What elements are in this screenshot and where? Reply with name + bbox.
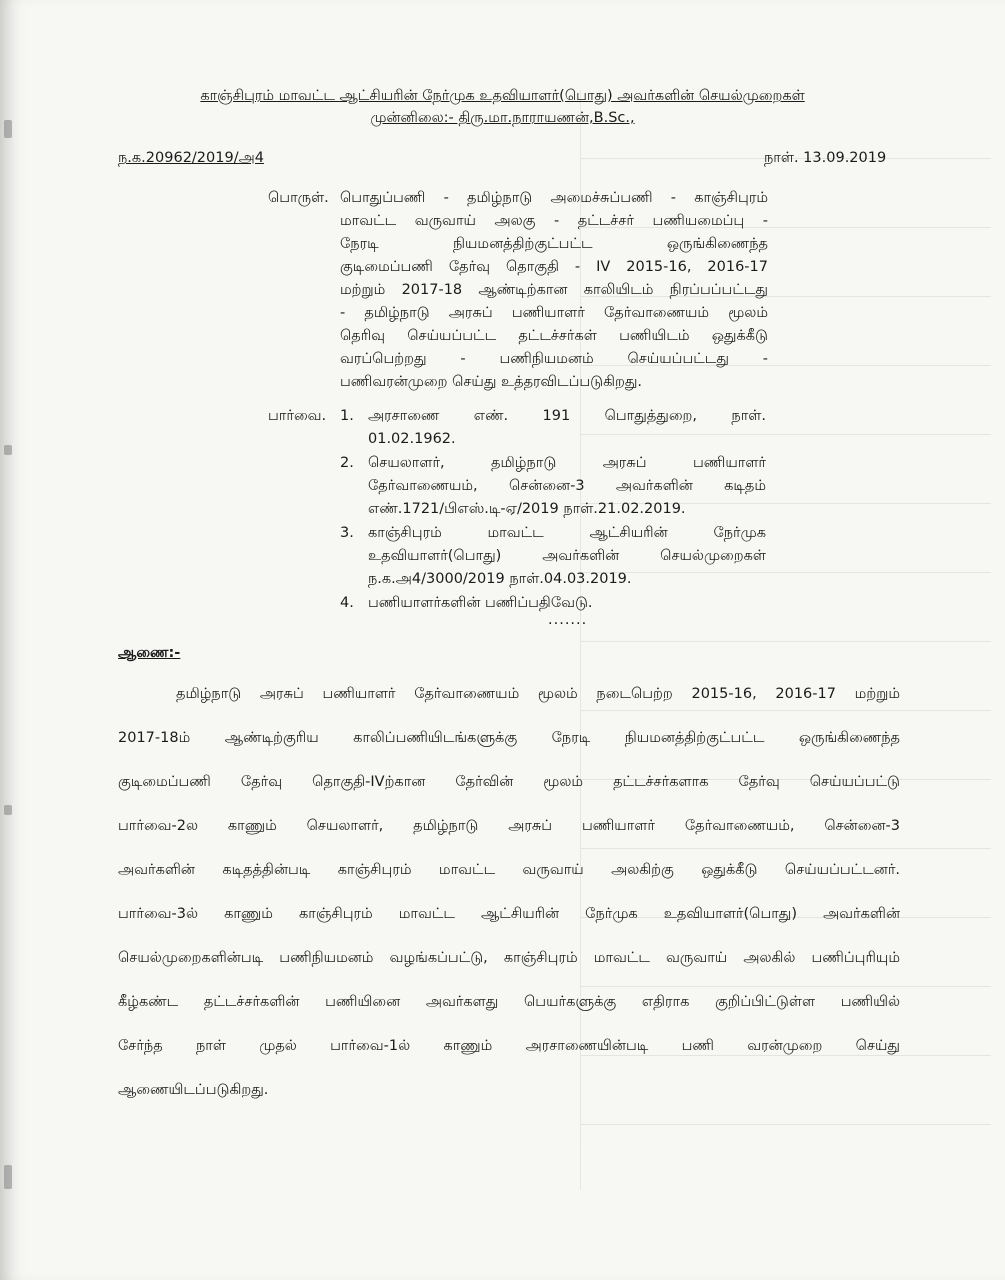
subject-line: வரப்பெற்றது - பணிநியமனம் செய்யப்பட்டது -	[340, 351, 768, 367]
order-line: பார்வை-2ல காணும் செயலாளர், தமிழ்நாடு அரசுப் பணியாளர் தேர்வாணையம், சென்னை-3	[118, 818, 900, 834]
order-line: ஆணையிடப்படுகிறது.	[118, 1082, 269, 1098]
order-line: செயல்முறைகளின்படி பணிநியமனம் வழங்கப்பட்டு, காஞ்சிபுரம் மாவட்ட வருவாய் அலகில் பணிப்புரியும்	[118, 950, 900, 966]
subject-line: பொதுப்பணி - தமிழ்நாடு அமைச்சுப்பணி - காஞ்சிபுரம்	[340, 190, 768, 206]
binding-hole-mark	[4, 805, 12, 815]
reference-line: 01.02.1962.	[368, 431, 456, 447]
binding-hole-mark	[4, 1165, 12, 1189]
reference-line: பணியாளர்களின் பணிப்பதிவேடு.	[368, 595, 593, 611]
subject-line: பணிவரன்முறை செய்து உத்தரவிடப்படுகிறது.	[340, 374, 643, 390]
presiding-officer: முன்னிலை:- திரு.மா.நாராயணன்,B.Sc.,	[370, 110, 635, 126]
reference-line: தேர்வாணையம், சென்னை-3 அவர்களின் கடிதம்	[368, 478, 766, 494]
subject-line: - தமிழ்நாடு அரசுப் பணியாளர் தேர்வாணையம் மூலம்	[340, 305, 768, 321]
subject-line: தெரிவு செய்யப்பட்ட தட்டச்சர்கள் பணியிடம் ஒதுக்கீடு	[340, 328, 768, 344]
order-line: அவர்களின் கடிதத்தின்படி காஞ்சிபுரம் மாவட்ட வருவாய் அலகிற்கு ஒதுக்கீடு செய்யப்பட்டனர்.	[118, 862, 900, 878]
continuation-dots: .......	[548, 612, 588, 628]
reference-line: எண்.1721/பிஎஸ்.டி-ஏ/2019 நாள்.21.02.2019.	[368, 501, 686, 517]
order-line: கீழ்கண்ட தட்டச்சர்களின் பணியினை அவர்களது பெயர்களுக்கு எதிராக குறிப்பிட்டுள்ள பணியில்	[118, 994, 900, 1010]
subject-label: பொருள்.	[268, 190, 329, 206]
reference-line: உதவியாளர்(பொது) அவர்களின் செயல்முறைகள்	[368, 548, 766, 564]
order-line: 2017-18ம் ஆண்டிற்குரிய காலிப்பணியிடங்களுக்கு நேரடி நியமனத்திற்குட்பட்ட ஒருங்கிணைந்த	[118, 730, 900, 746]
subject-line: நேரடி நியமனத்திற்குட்பட்ட ஒருங்கிணைந்த	[340, 236, 768, 252]
order-line: குடிமைப்பணி தேர்வு தொகுதி-IVற்கான தேர்வின் மூலம் தட்டச்சர்களாக தேர்வு செய்யப்பட்டு	[118, 774, 900, 790]
reference-number: ந.க.20962/2019/அ4	[118, 150, 264, 166]
reference-number-3: 3.	[340, 525, 354, 541]
reference-line: அரசாணை எண். 191 பொதுத்துறை, நாள்.	[368, 408, 766, 424]
office-title: காஞ்சிபுரம் மாவட்ட ஆட்சியரின் நேர்முக உதவியாளர்(பொது) அவர்களின் செயல்முறைகள்	[200, 88, 805, 104]
show-through-table	[580, 90, 991, 1190]
reference-number-4: 4.	[340, 595, 354, 611]
subject-line: குடிமைப்பணி தேர்வு தொகுதி - IV 2015-16, 2016-17	[340, 259, 768, 275]
reference-number-2: 2.	[340, 455, 354, 471]
reference-line: செயலாளர், தமிழ்நாடு அரசுப் பணியாளர்	[368, 455, 766, 471]
reference-number-1: 1.	[340, 408, 354, 424]
references-label: பார்வை.	[268, 408, 327, 424]
order-heading: ஆணை:-	[118, 645, 181, 661]
order-date: நாள். 13.09.2019	[764, 150, 887, 166]
reference-line: ந.க.அ4/3000/2019 நாள்.04.03.2019.	[368, 571, 632, 587]
subject-line: மற்றும் 2017-18 ஆண்டிற்கான காலியிடம் நிரப்பப்பட்டது	[340, 282, 768, 298]
order-line: பார்வை-3ல் காணும் காஞ்சிபுரம் மாவட்ட ஆட்சியரின் நேர்முக உதவியாளர்(பொது) அவர்களின்	[118, 906, 900, 922]
subject-line: மாவட்ட வருவாய் அலகு - தட்டச்சர் பணியமைப்பு -	[340, 213, 768, 229]
binding-hole-mark	[4, 445, 12, 455]
reference-line: காஞ்சிபுரம் மாவட்ட ஆட்சியரின் நேர்முக	[368, 525, 766, 541]
order-line: சேர்ந்த நாள் முதல் பார்வை-1ல் காணும் அரசாணையின்படி பணி வரன்முறை செய்து	[118, 1038, 900, 1054]
order-line: தமிழ்நாடு அரசுப் பணியாளர் தேர்வாணையம் மூலம் நடைபெற்ற 2015-16, 2016-17 மற்றும்	[176, 686, 900, 702]
